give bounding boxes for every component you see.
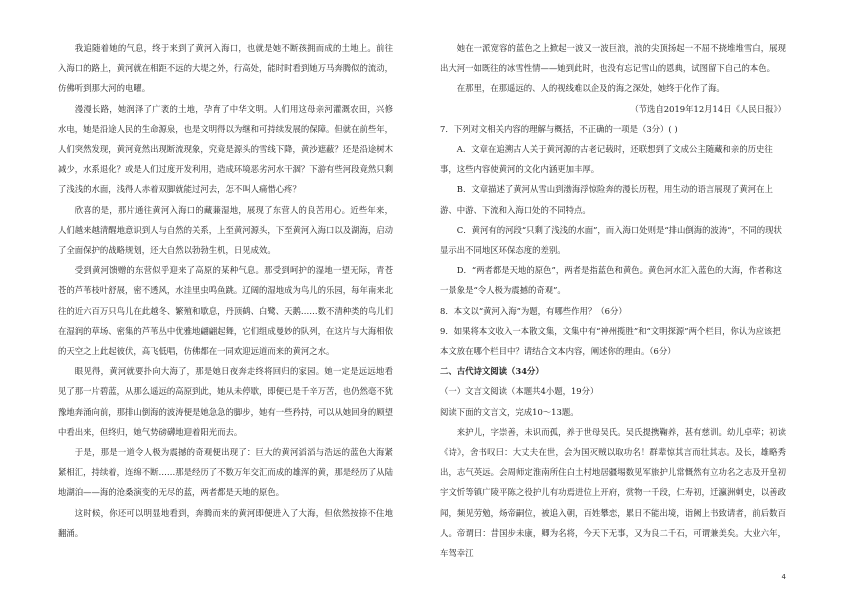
- question-8: 8．本文以“黄河入海”为题，有哪些作用？（6分）: [440, 305, 627, 316]
- paragraph-4: 受到黄河馈赠的东营似乎迎来了高原的某种气息。那受到呵护的湿地一望无际，青苍苍的芦苇枝叶舒展，密不透风，水洼里虫鸣鱼跳。辽阔的湿地成为鸟儿的乐园，每年南来北往的近六百万只鸟儿在此越冬、繁殖和歇息，丹顶鹤、白鹭、天鹅……数不清种类的鸟儿们在湿润的草场、密集的芦苇丛中优雅地翩翩起舞，它们组成曼妙的队列，在这片与大海相依的天空之上此起彼伏，高飞低唱，仿佛都在一同欢迎远道而来的黄河之水。: [58, 265, 393, 357]
- passage-paragraph-1: 她在一派宽容的蓝色之上掀起一波又一波巨浪，浪的尖顶扬起一不屈不挠堆堆雪白，展现出大河一如既往的冰雪性情——她到此时，也没有忘记雪山的恩典，试图留下自己的本色。: [440, 43, 786, 74]
- option-c: C．黄河有的河段“只剩了浅浅的水面”，而入海口处则是“排山倒海的波涛”，不同的现状显示出不同地区环保态度的差别。: [440, 224, 782, 256]
- option-a: A．文章在追溯古人关于黄河源的古老记载时，还联想到了文成公主随藏和亲的历史往事，这些内容使黄河的文化内涵更加丰厚。: [440, 144, 773, 175]
- left-column: [58, 38, 393, 543]
- option-b: B．文章描述了黄河从雪山到渤海浮惊险奔的漫长历程，用生动的语言展现了黄河在上游、中游、下流和入海口处的不同特点。: [440, 184, 773, 215]
- paragraph-5: 眼见得，黄河就要扑向大海了，那是她日夜奔走终将回归的家园。她一定是远远地看见了那一片碧蓝，从那么遥远的高原到此，她从未停歇，即便已是千辛万苦，也仍然毫不犹豫地奔涌向前，那排山倒海的波涛便是她急急的脚步，她有一些矜持，可以从她回身的顾望中看出来，但终归，她气势磅礴地迎着阳光而去。: [58, 366, 393, 437]
- question-9: 9．如果将本文收入一本散文集，文集中有“神州揽胜”和“文明探源”两个栏目，你认为应该把本文放在哪个栏目中？请结合文本内容，阐述你的理由。（6分）: [440, 325, 781, 357]
- option-d: D．“两者都是天地的原色”，两者是指蓝色和黄色。黄色河水汇入蓝色的大海，作者称这一景象是“令人极为震撼的奇观”。: [440, 265, 782, 296]
- instruction: 阅读下面的文言文，完成10～13题。: [440, 406, 579, 417]
- page-number: 4: [781, 573, 786, 581]
- right-column: [440, 38, 786, 563]
- question-7: 7．下列对文相关内容的理解与概括，不正确的一项是（3分）( ): [440, 123, 678, 134]
- paragraph-2: 漫漫长路，她润泽了广袤的土地，孕育了中华文明。人们用这母亲河灌溉农田，兴修水电，她是沿途人民的生命源泉，也是文明得以为继和可持续发展的保障。但就在前些年，人们突然发现，黄河竟然出现断流现象，究竟是源头的雪线下降，黄沙遮蔽？还是沿途树木减少，水系退化？或是人们过度开发利用，造成环境恶劣河水干涸？下游有些河段竟然只剩了浅浅的水面，浅得人赤着双脚就能过河去，怎不叫人痛惜心疼？: [58, 103, 393, 195]
- paragraph-1: 我追随着她的气息，终于来到了黄河入海口，也就是她不断孩拥而成的土地上。前往入海口的路上，黄河就在相距不远的大堤之外，行高处，能时时看到她万马奔腾似的流动，仿佛听到那大河的电曜。: [58, 43, 393, 94]
- paragraph-6: 于是，那是一道令人极为震撼的奇观便出现了：巨大的黄河滔滔与浩远的蓝色大海紧紧相汇，持续着，连绵不断……那是经历了不数万年交汇而成的雄浑的黄，那是经历了从陆地湖泊——海的沧桑演变的无尽的蓝，两者都是天地的原色。: [58, 447, 393, 498]
- classical-text: 来护儿，字崇善，未识而孤，养于世母吴氏。吴氏提携鞠养，甚有慈训。幼儿卓荦；初读《诗》，舍书叹曰：大丈夫在世，会为国灭贼以取功名！群辈惊其言而壮其志。及长，雄略秀出，志气英远。会周师定淮南所住白土村地居疆埸数见军旅护儿常慨然有立功名之志及开皇初宇文忻等镇广陵平陈之役护儿有功焉进位上开府，赏物一千段，仁寿初，迁瀛洲刺史，以善政闻，频见劳勉，炀帝嗣位，被追入朝，百姓攀恋，累日不能出境，诣阙上书致请者，前后数百人。帝谓曰：昔国步未康，卿为名将，今天下无事，又为良二千石，可谓兼美矣。大业六年，车驾幸江: [440, 426, 786, 559]
- paragraph-7: 这时候，你还可以明显地看到，奔腾而来的黄河即便进入了大海，但依然按捺不住地翻涌。: [58, 507, 393, 538]
- source-citation: （节选自2019年12月14日《人民日报》）: [630, 103, 786, 114]
- sub-heading: （一）文言文阅读（本题共4小题，19分）: [440, 386, 599, 397]
- paragraph-3: 欣喜的是，那片通往黄河入海口的藏蒹湿地，展现了东营人的良苦用心。近些年来，人们越来越清醒地意识到人与自然的关系，上至黄河源头，下至黄河入海口以及湖海，启动了全面保护的战略规划，还大自然以勃勃生机，日见成效。: [58, 204, 393, 256]
- section-heading: 二、古代诗文阅读（34分）: [440, 366, 544, 377]
- passage-paragraph-2: 在那里，在那遥远的、人的视线难以企及的海之深处，她终于化作了海。: [456, 83, 725, 94]
